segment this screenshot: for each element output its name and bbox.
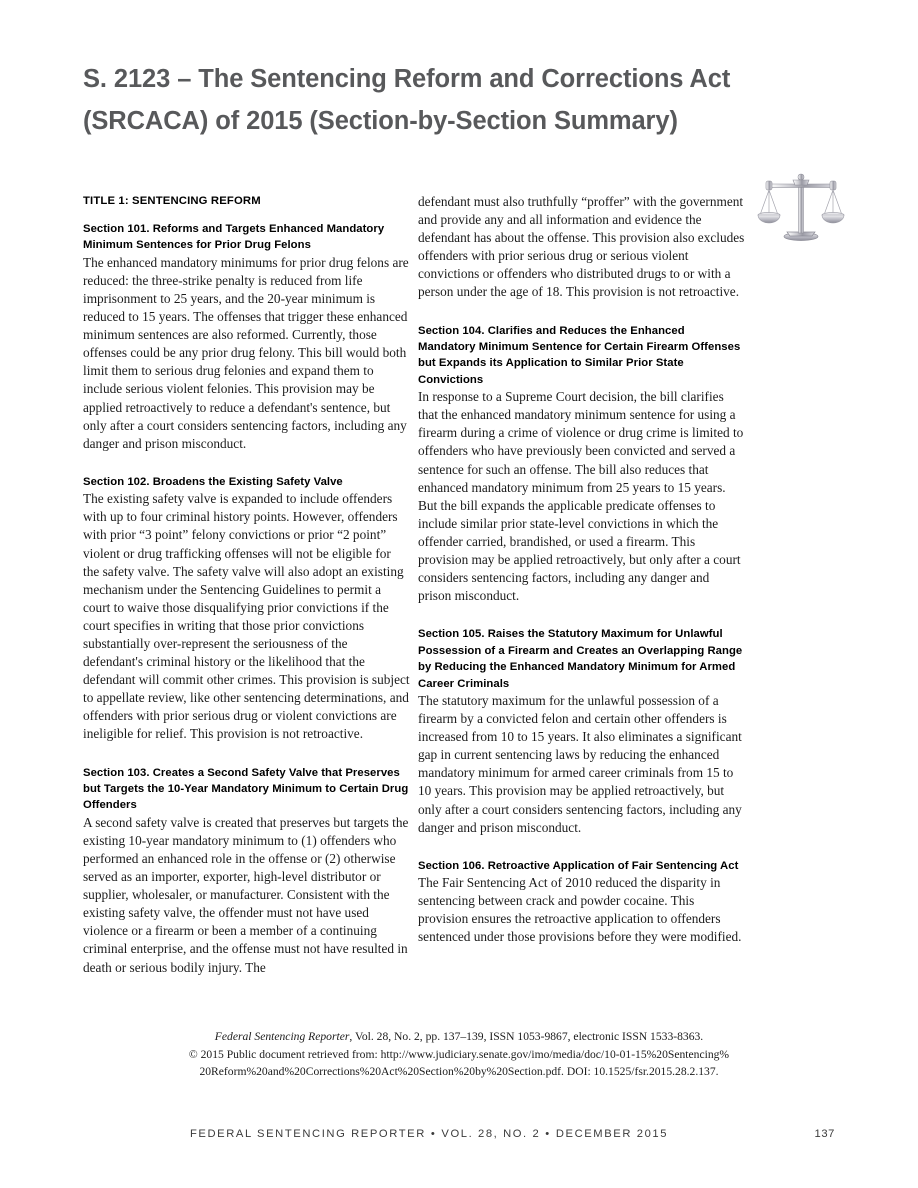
section-105	[418, 626, 745, 836]
section-body: The existing safety valve is expanded to include offenders with up to four criminal history points. However, offenders with prior “3 point” felony convictions or prior “2 point” violent or drug trafficking offenses will not be eligible for the safety valve. The safety valve will also adopt an existing mechanism under the Sentencing Guidelines to permit a court to waive those disqualifying prior convictions if the court specifies in writing that those prior convictions substantially over-represent the seriousness of the defendant's criminal history or the likelihood that the defendant will commit other crimes. This provision is subject to appellate review, like other sentencing determinations, and offenders with prior serious drug or violent convictions are ineligible for relief. This provision is not retroactive.	[83, 491, 410, 742]
page-title-line-1: S. 2123 – The Sentencing Reform and Corrections Act	[83, 65, 731, 93]
journal-name-italic: Federal Sentencing Reporter	[214, 1030, 350, 1043]
page-title	[83, 58, 803, 142]
section-104	[418, 323, 745, 606]
citation-line-2: © 2015 Public document retrieved from: http://www.judiciary.senate.gov/imo/media/doc/10-01-15%20Sentencing%	[188, 1047, 730, 1061]
section-body: A second safety valve is created that preserves but targets the existing 10-year mandatory minimum to (1) offenders who performed an enhanced role in the offense or (2) otherwise served as an importer, exporter, high-level distributor or supplier, wholesaler, or manufacturer. Consistent with the existing safety valve, the offender must not have used violence or a firearm or been a member of a continuing criminal enterprise, and the offense must not have resulted in death or serious bodily injury. The	[83, 814, 409, 975]
citation-line-1-rest: , Vol. 28, No. 2, pp. 137–139, ISSN 1053-9867, electronic ISSN 1533-8363.	[349, 1030, 704, 1043]
part-heading: TITLE 1: SENTENCING REFORM	[83, 195, 261, 207]
running-footer-center	[83, 1128, 835, 1140]
left-column	[83, 193, 410, 977]
footer-journal-name: FEDERAL SENTENCING REPORTER	[189, 1128, 426, 1140]
section-103	[83, 765, 410, 977]
section-heading: Section 102. Broadens the Existing Safety Valve	[83, 475, 343, 488]
scales-of-justice-icon	[757, 166, 845, 242]
section-heading: Section 105. Raises the Statutory Maximum for Unlawful Possession of a Firearm and Creates an Overlapping Range by Reducing the Enhanced Mandatory Minimum for Armed Career Criminals	[418, 628, 743, 690]
section-heading: Section 104. Clarifies and Reduces the Enhanced Mandatory Minimum Sentence for Certain Firearm Offenses but Expands its Application to Similar Prior State Convictions	[418, 324, 741, 386]
footer-separator-2: •	[545, 1128, 551, 1140]
section-106	[418, 858, 745, 947]
page-number: 137	[814, 1128, 835, 1140]
right-column	[418, 193, 745, 946]
footer-separator-1: •	[430, 1128, 437, 1140]
citation-line-1	[83, 1028, 835, 1046]
page-title-line-2: (SRCACA) of 2015 (Section-by-Section Summary)	[83, 107, 678, 135]
section-body: In response to a Supreme Court decision, the bill clarifies that the enhanced mandatory minimum sentence for using a firearm during a crime of violence or drug crime is limited to offenders who have previously been convicted and served a sentence for such an offense. The bill also reduces that enhanced mandatory minimum from 25 years to 15 years. But the bill expands the applicable predicate offenses to include similar prior state-level convictions in which the offender carried, brandished, or used a firearm. This provision may be applied retroactively, but only after a court considers sentencing factors, including any danger and prison misconduct.	[418, 389, 744, 604]
section-101	[83, 221, 410, 453]
citation-block	[83, 1028, 835, 1081]
section-103-continuation	[418, 193, 745, 302]
running-footer	[83, 1128, 835, 1146]
footer-volume-issue: VOL. 28, NO. 2	[441, 1128, 541, 1140]
section-body: The enhanced mandatory minimums for prior drug felons are reduced: the three-strike penalty is reduced from life imprisonment to 25 years, and the 20-year minimum is reduced to 15 years. The offenses that trigger these enhanced minimum sentences are also reformed. Currently, those offenses could be any prior drug felony. This bill would both limit them to serious drug felonies and expand them to include serious violent felonies. This provision may be applied retroactively to reduce a defendant's sentence, but only after a court considers sentencing factors, including any danger and prison misconduct.	[83, 254, 409, 451]
section-body: The statutory maximum for the unlawful possession of a firearm by a convicted felon and certain other offenders is increased from 10 to 15 years. It also eliminates a significant gap in current sentencing laws by reducing the enhanced mandatory minimum for armed career criminals from 15 to 10 years. This provision may be applied retroactively, but only after a court considers sentencing factors, including any danger and prison misconduct.	[418, 692, 742, 835]
section-heading: Section 106. Retroactive Application of Fair Sentencing Act	[418, 859, 739, 872]
footer-date: DECEMBER 2015	[555, 1128, 669, 1140]
citation-line-3: 20Reform%20and%20Corrections%20Act%20Section%20by%20Section.pdf. DOI: 10.1525/fsr.2015.28.2.137.	[199, 1065, 719, 1078]
section-heading: Section 103. Creates a Second Safety Valve that Preserves but Targets the 10-Year Mandatory Minimum to Certain Drug Offenders	[83, 766, 409, 812]
section-102	[83, 474, 410, 744]
section-body-continued: defendant must also truthfully “proffer” with the government and provide any and all information and evidence the defendant has about the offense. This provision also excludes offenders with prior serious drug or serious violent convictions or offenders who distributed drugs to or with a person under the age of 18. This provision is not retroactive.	[418, 194, 745, 300]
section-body: The Fair Sentencing Act of 2010 reduced the disparity in sentencing between crack and powder cocaine. This provision ensures the retroactive application to offenders sentenced under those provisions before they were modified.	[418, 875, 742, 945]
section-heading: Section 101. Reforms and Targets Enhanced Mandatory Minimum Sentences for Prior Drug Felons	[83, 223, 385, 252]
